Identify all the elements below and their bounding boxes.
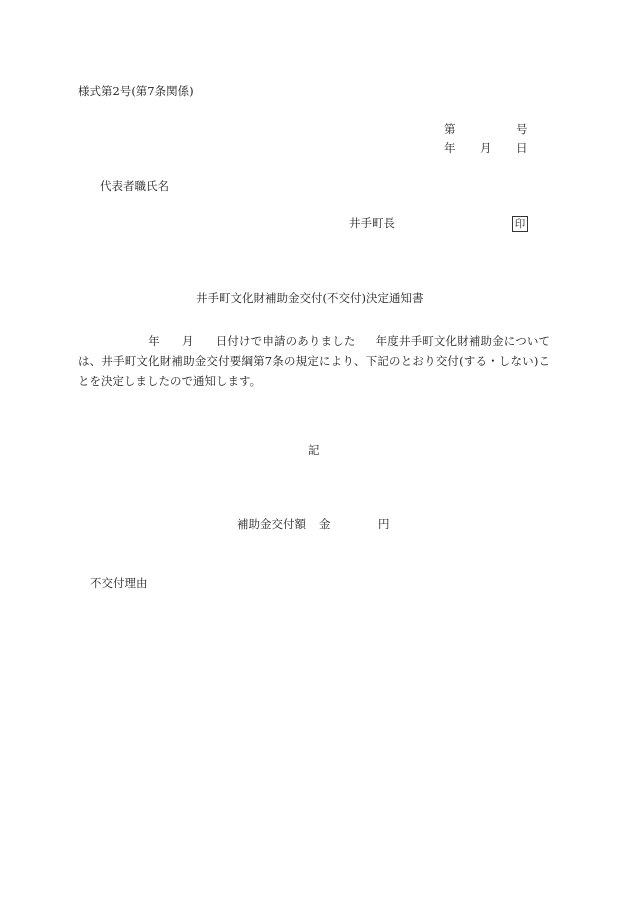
reason-label: 不交付理由 — [90, 576, 148, 590]
body-text-1: 日付けで申請のありました — [215, 334, 356, 348]
body-paragraph — [78, 331, 550, 391]
issuer-name: 井手町長 — [349, 216, 395, 230]
date-month: 月 — [480, 141, 492, 155]
document-title: 井手町文化財補助金交付(不交付)決定通知書 — [196, 291, 424, 305]
amount-label: 補助金交付額 — [237, 517, 306, 531]
number-prefix: 第 — [444, 122, 456, 136]
addressee: 代表者職氏名 — [100, 179, 169, 193]
body-month: 月 — [181, 334, 194, 348]
amount-yen: 円 — [378, 517, 390, 531]
body-text-2: 年度井手町文化財補助金については、井手町文化財補助金交付要綱第7条の規定により、下記のとおり交付(する・しない)ことを決定しましたので通知します。 — [78, 334, 550, 388]
form-label: 様式第2号(第7条関係) — [78, 84, 194, 98]
amount-kin: 金 — [319, 517, 331, 531]
date-day: 日 — [516, 141, 528, 155]
date-year: 年 — [444, 141, 456, 155]
ki-label: 記 — [308, 443, 320, 457]
number-suffix: 号 — [516, 122, 528, 136]
seal-mark: 印 — [512, 216, 528, 232]
body-year: 年 — [148, 334, 160, 348]
